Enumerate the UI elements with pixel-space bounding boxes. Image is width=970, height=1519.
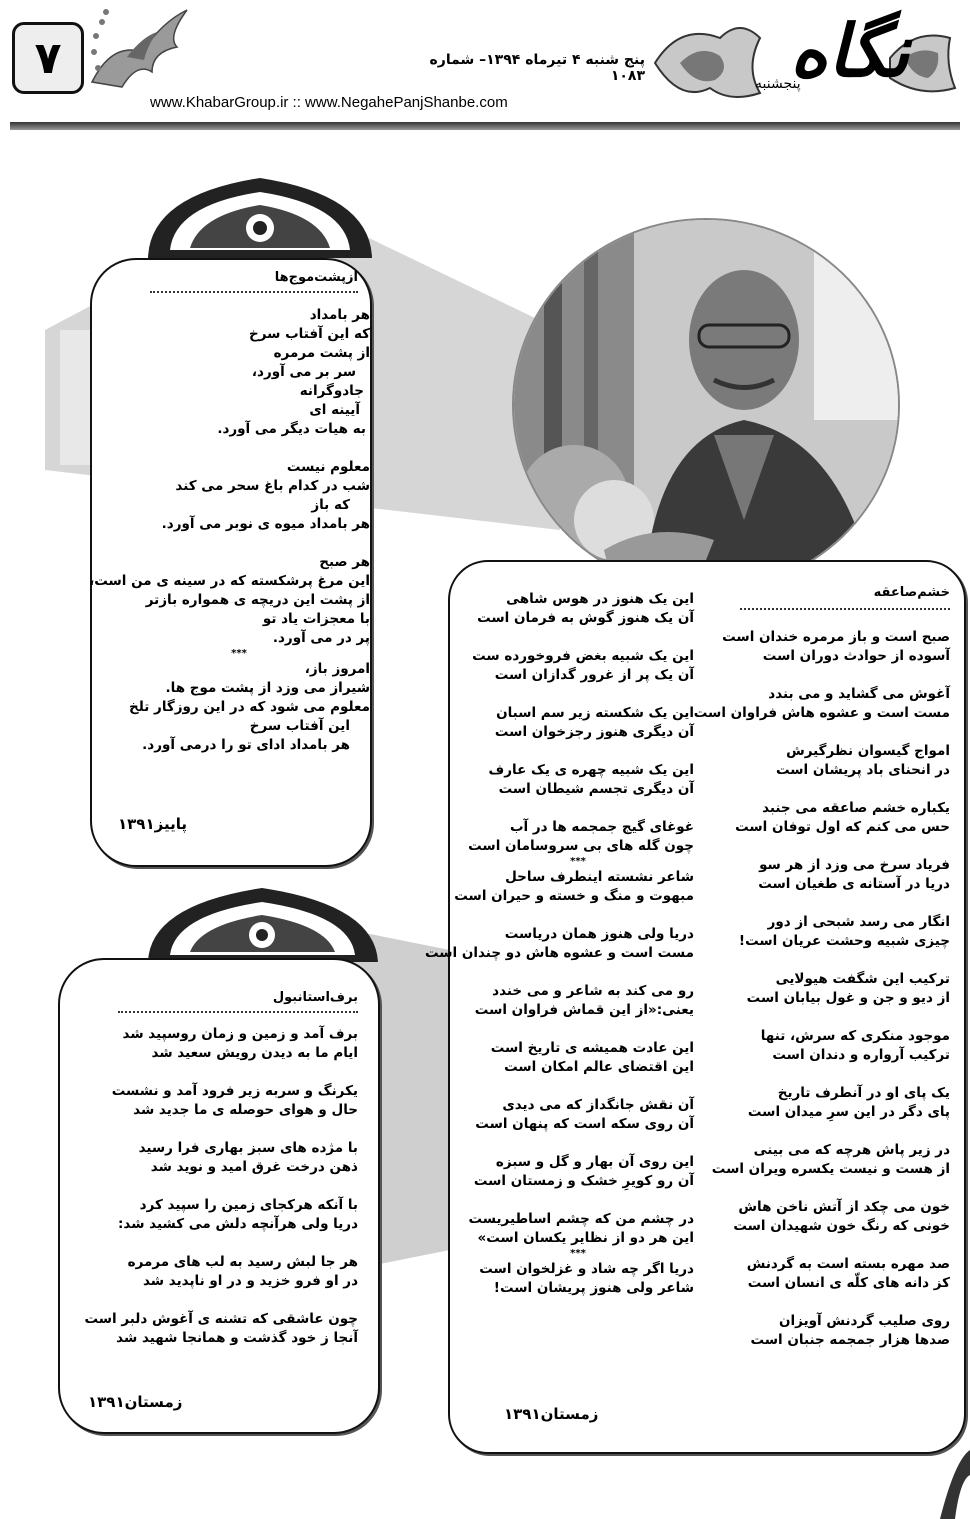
poem-line: روی صلیب گردنش آویزان bbox=[779, 1313, 950, 1329]
poem-line: این اقتضای عالم امکان است bbox=[504, 1059, 694, 1075]
poem-line: چیزی شبیه وحشت عریان است! bbox=[738, 933, 950, 949]
website-urls: www.KhabarGroup.ir :: www.NegahePanjShanbe.com bbox=[150, 94, 508, 111]
poem-line: هر بامداد bbox=[309, 307, 370, 323]
poem-date: زمستان۱۳۹۱ bbox=[504, 1405, 599, 1423]
poem-line: معلوم می شود که در این روزگار تلخ bbox=[129, 699, 370, 715]
poem-line: با آنکه هرکجای زمین را سپید کرد bbox=[139, 1197, 358, 1213]
poem-line: جادوگرانه bbox=[299, 383, 364, 399]
poem-line: آن یک پر از غرور گدازان است bbox=[494, 667, 694, 683]
poem-line: معلوم نیست bbox=[286, 459, 370, 475]
issue-line: پنج شنبه ۴ تیرماه ۱۳۹۴– شماره ۱۰۸۳ bbox=[429, 52, 645, 84]
poem-line: مست است و عشوه هاش فراوان است bbox=[693, 705, 950, 721]
poem-line: در زیر پاش هرچه که می بینی bbox=[753, 1142, 950, 1158]
poem-line: صدها هزار جمجمه جنبان است bbox=[750, 1332, 950, 1348]
title-dotted-rule bbox=[150, 291, 358, 293]
page-header bbox=[0, 0, 970, 135]
poem-line: یعنی:«از این قماش فراوان است bbox=[474, 1002, 694, 1018]
stanza-separator: *** bbox=[570, 856, 586, 867]
poem-line: هر بامداد ادای تو را درمی آورد. bbox=[142, 737, 350, 753]
ornament-middle-icon bbox=[148, 888, 378, 962]
ornament-top-icon bbox=[148, 178, 372, 258]
poem-line: شاعر ولی هنوز پریشان است! bbox=[493, 1280, 694, 1296]
poem3-header bbox=[740, 585, 950, 610]
poem-line: این روی آن بهار و گل و سبزه bbox=[495, 1154, 694, 1170]
poem-line: یکرنگ و سربه زیر فرود آمد و نشست bbox=[111, 1083, 358, 1099]
poem-line: آیینه ای bbox=[309, 402, 360, 418]
poem-line: ذهن درخت غرق امید و نوید شد bbox=[150, 1159, 358, 1175]
poem1-header bbox=[150, 270, 358, 293]
poem-line: آن روی سکه است که پنهان است bbox=[475, 1116, 694, 1132]
poem-line: برف آمد و زمین و زمان روسپید شد bbox=[122, 1026, 358, 1042]
poem-line: آغوش می گشاید و می بندد bbox=[768, 686, 950, 702]
poem-line: این هر دو از نظایر یکسان است» bbox=[477, 1230, 694, 1246]
poem-line: فریاد سرخ می وزد از هر سو bbox=[759, 857, 950, 873]
poem-line: چون عاشقی که تشنه ی آغوش دلبر است bbox=[84, 1311, 358, 1327]
poem-line: امواج گیسوان نظرگیرش bbox=[786, 743, 950, 759]
poem-line: چون گله های بی سروسامان است bbox=[468, 838, 694, 854]
poem-line: شب در کدام باغ سحر می کند bbox=[175, 478, 370, 494]
stanza-separator: *** bbox=[231, 648, 247, 659]
poem-title: ازپشت‌موج‌ها bbox=[274, 270, 358, 285]
poem-line: در چشم من که چشم اساطیریست bbox=[468, 1211, 694, 1227]
poem-line: با معجزات یاد تو bbox=[262, 611, 370, 627]
poem-line: رو می کند به شاعر و می خندد bbox=[492, 983, 694, 999]
stanza-separator: *** bbox=[570, 1248, 586, 1259]
poem2-body bbox=[80, 1025, 358, 1348]
poem-line: شیراز می وزد از پشت موج ها. bbox=[165, 680, 370, 696]
poem-line: این مرغ پرشکسته که در سینه ی من است، bbox=[89, 573, 370, 589]
poem-line: پر در می آورد. bbox=[272, 630, 370, 646]
poem-line: شاعر نشسته اینطرف ساحل bbox=[505, 869, 694, 885]
poem-line: موجود منکری که سرش، تنها bbox=[760, 1028, 950, 1044]
poem-line: این یک شبیه چهره ی یک عارف bbox=[488, 762, 694, 778]
header-rule bbox=[10, 122, 960, 130]
poem-line: در او فرو خزید و در او ناپدید شد bbox=[143, 1273, 358, 1289]
poem-line: با مژده های سبز بهاری فرا رسید bbox=[138, 1140, 358, 1156]
poem4-body bbox=[424, 590, 694, 1298]
logo-subtitle: پنجشنبه bbox=[755, 76, 801, 92]
logo-title: نگاه bbox=[790, 8, 910, 93]
poem-line: آن دیگری هنوز رجزخوان است bbox=[494, 724, 694, 740]
poem-line: ترکیب آرواره و دندان است bbox=[772, 1047, 950, 1063]
poem-line: از دیو و جن و غول بیابان است bbox=[746, 990, 950, 1006]
poem-line: هر صبح bbox=[319, 554, 370, 570]
poem-line: صبح است و باز مرمره خندان است bbox=[722, 629, 950, 645]
ornament-bottom-icon bbox=[940, 1450, 970, 1519]
poem-line: پای دگر در این سرِ میدان است bbox=[747, 1104, 950, 1120]
poem-line: یکباره خشم صاعقه می جنبد bbox=[762, 800, 950, 816]
poem-line: هر بامداد میوه ی نوبر می آورد. bbox=[161, 516, 370, 532]
poem-date: پاییز۱۳۹۱ bbox=[118, 815, 187, 833]
poem-line: در انحنای باد پریشان است bbox=[775, 762, 950, 778]
poem-line: دریا اگر چه شاد و غزلخوان است bbox=[479, 1261, 694, 1277]
poem-line: کز دانه های کلّه ی انسان است bbox=[747, 1275, 950, 1291]
poem-line: صد مهره بسته است به گردنش bbox=[746, 1256, 950, 1272]
poem1-body bbox=[89, 306, 370, 755]
poem-line: این یک شبیه بغض فروخورده ست bbox=[472, 648, 694, 664]
poem-line: امروز باز، bbox=[304, 661, 370, 677]
poem3-body bbox=[693, 628, 950, 1350]
poem-line: این یک شکسته زیر سم اسبان bbox=[496, 705, 694, 721]
poem-line: آن یک هنوز گوش به فرمان است bbox=[477, 610, 694, 626]
poem-line: سر بر می آورد، bbox=[251, 364, 356, 380]
poem-line: دریا در آستانه ی طغیان است bbox=[758, 876, 950, 892]
poem-title: خشم‌صاعقه bbox=[873, 585, 950, 600]
phoenix-ornament-icon bbox=[82, 2, 192, 97]
poem-line: حال و هوای حوصله ی ما جدید شد bbox=[133, 1102, 358, 1118]
poem-line: از پشت این دریچه ی همواره بازتر bbox=[145, 592, 370, 608]
poem-line: هر جا لبش رسید به لب های مرمره bbox=[127, 1254, 358, 1270]
poem-line: آن نقش جانگداز که می دیدی bbox=[502, 1097, 694, 1113]
poem-title: برف‌استانبول bbox=[272, 990, 358, 1005]
poem-line: که این آفتاب سرخ bbox=[249, 326, 370, 342]
poem-line: از هست و نیست یکسره ویران است bbox=[711, 1161, 950, 1177]
poem-line: خونی که رنگ خون شهیدان است bbox=[733, 1218, 950, 1234]
poem-line: مست است و عشوه هاش دو چندان است bbox=[424, 945, 694, 961]
title-dotted-rule bbox=[118, 1011, 358, 1013]
poem-line: ایام ما به دیدن رویش سعید شد bbox=[151, 1045, 358, 1061]
page-number: ۷ bbox=[12, 22, 84, 94]
poet-portrait-photo bbox=[512, 218, 900, 592]
poem-line: این آفتاب سرخ bbox=[249, 718, 350, 734]
poem-line: مبهوت و منگ و خسته و حیران است bbox=[454, 888, 694, 904]
poem-line: دریا ولی هرآنچه دلش می کشید شد: bbox=[118, 1216, 358, 1232]
poem-line: آن رو کویرِ خشک و زمستان است bbox=[473, 1173, 694, 1189]
poem-line: آسوده از حوادث دوران است bbox=[762, 648, 950, 664]
poem-line: آنجا ز خود گذشت و همانجا شهید شد bbox=[116, 1330, 358, 1346]
poem-line: خون می چکد از آتش ناخن هاش bbox=[738, 1199, 950, 1215]
poem-line: دریا ولی هنوز همان دریاست bbox=[504, 926, 694, 942]
poem-line: این یک هنوز در هوس شاهی bbox=[506, 591, 694, 607]
poem-line: ترکیب این شگفت هیولایی bbox=[775, 971, 950, 987]
poem-line: حس می کنم که اول توفان است bbox=[735, 819, 950, 835]
poem-line: یک پای او در آنطرف تاریخ bbox=[777, 1085, 950, 1101]
poem-line: آن دیگری تجسم شیطان است bbox=[498, 781, 694, 797]
poem-line: که باز bbox=[311, 497, 350, 513]
poem-line: غوغای گیج جمجمه ها در آب bbox=[509, 819, 694, 835]
poem-date: زمستان۱۳۹۱ bbox=[88, 1393, 183, 1411]
poem-line: این عادت همیشه ی تاریخ است bbox=[490, 1040, 694, 1056]
poem2-header bbox=[118, 990, 358, 1013]
title-dotted-rule bbox=[740, 608, 950, 610]
poem-line: انگار می رسد شبحی از دور bbox=[767, 914, 950, 930]
poem-line: به هیات دیگر می آورد. bbox=[217, 421, 366, 437]
poem-line: از پشت مرمره bbox=[273, 345, 370, 361]
